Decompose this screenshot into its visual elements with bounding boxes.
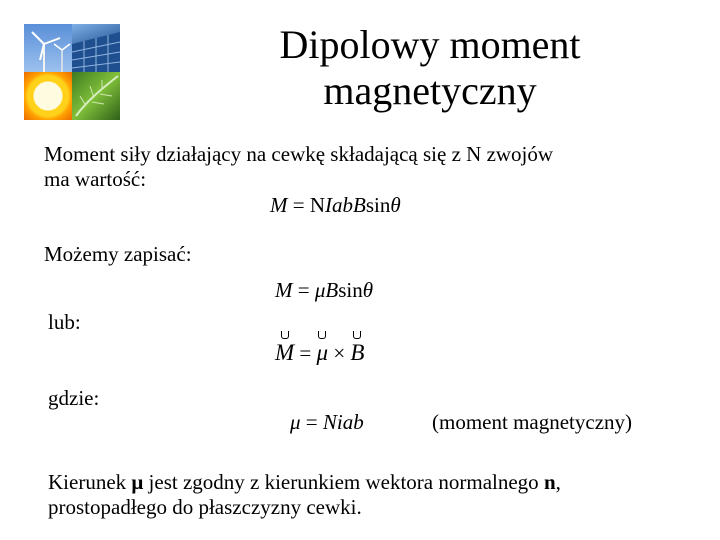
torque-mu-equation bbox=[275, 278, 373, 303]
conclusion-n: n bbox=[543, 470, 556, 494]
eq4-rhs: Niab bbox=[322, 410, 364, 434]
eq1-equals: = bbox=[287, 193, 310, 217]
eq3-equals: = bbox=[294, 341, 317, 365]
torque-equation bbox=[270, 193, 401, 218]
eq3-times: × bbox=[328, 341, 351, 365]
vector-cross-equation bbox=[275, 340, 364, 366]
conclusion-part-2: jest zgodny z kierunkiem wektora normalnego bbox=[143, 470, 544, 494]
vector-mu bbox=[317, 340, 329, 366]
title-line-2: magnetyczny bbox=[323, 68, 537, 113]
eq2-theta: θ bbox=[362, 278, 374, 302]
conclusion-part-3: , bbox=[555, 470, 561, 494]
conclusion-mu: μ bbox=[131, 470, 144, 494]
eq2-mu: μ bbox=[314, 278, 326, 302]
eq4-mu: μ bbox=[290, 410, 301, 434]
eq2-equals: = bbox=[292, 278, 315, 302]
lub-label: lub: bbox=[48, 310, 81, 334]
solar-panel-icon bbox=[72, 24, 120, 72]
eq1-lhs: M bbox=[270, 193, 288, 217]
eq2-b: B bbox=[325, 278, 339, 302]
conclusion-part-1: Kierunek bbox=[48, 470, 132, 494]
conclusion-line-2: prostopadłego do płaszczyzny cewki. bbox=[48, 495, 362, 519]
vector-m bbox=[275, 340, 294, 366]
vector-accent-icon bbox=[353, 331, 361, 339]
mu-definition bbox=[290, 410, 364, 435]
sun-icon bbox=[24, 72, 72, 120]
vector-b bbox=[350, 340, 364, 366]
intro-line-1: Moment siły działający na cewkę składającą się z N zwojów bbox=[44, 142, 554, 166]
eq1-theta: θ bbox=[390, 193, 401, 217]
conclusion-line-1 bbox=[48, 470, 561, 495]
eq1-iab: IabB bbox=[325, 193, 366, 217]
wind-turbine-icon bbox=[24, 24, 72, 72]
vector-accent-icon bbox=[318, 331, 326, 339]
slide-title bbox=[180, 22, 680, 114]
vector-accent-icon bbox=[281, 331, 289, 339]
moment-note: (moment magnetyczny) bbox=[432, 410, 633, 434]
eq2-lhs: M bbox=[275, 278, 293, 302]
energy-logo bbox=[24, 24, 120, 120]
eq4-equals: = bbox=[300, 410, 323, 434]
intro-line-2: ma wartość: bbox=[44, 167, 147, 191]
eq3-mu: μ bbox=[316, 340, 329, 365]
eq3-b: B bbox=[350, 340, 365, 365]
intro-text bbox=[44, 142, 553, 192]
eq3-m: M bbox=[275, 340, 295, 365]
eq2-sin: sin bbox=[338, 278, 363, 302]
title-line-1: Dipolowy moment bbox=[279, 22, 581, 67]
eq1-sin: sin bbox=[365, 193, 391, 217]
conclusion-text bbox=[48, 470, 561, 520]
leaf-icon bbox=[72, 72, 120, 120]
mozemy-label: Możemy zapisać: bbox=[44, 242, 192, 266]
eq1-n: N bbox=[309, 193, 326, 217]
gdzie-label: gdzie: bbox=[48, 386, 100, 410]
